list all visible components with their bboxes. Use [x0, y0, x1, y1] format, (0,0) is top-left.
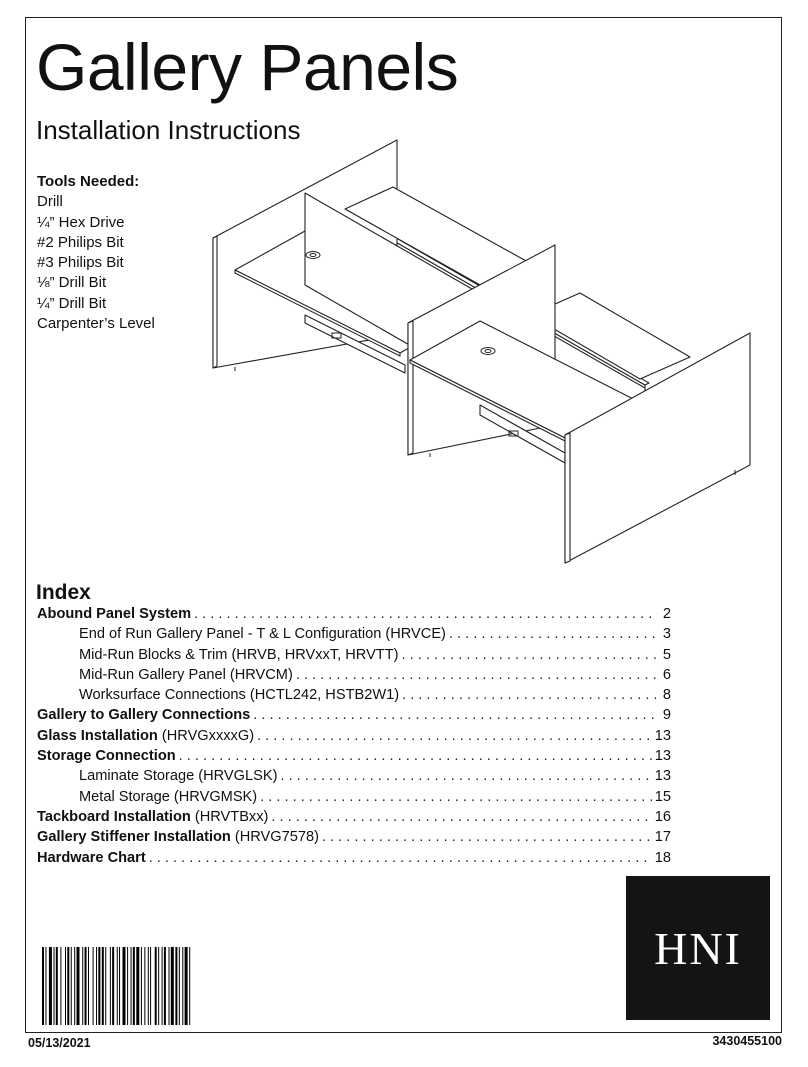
tool-item: #2 Philips Bit: [37, 233, 124, 251]
toc-entry[interactable]: Worksurface Connections (HCTL242, HSTB2W1) . . . 8: [37, 685, 671, 705]
toc-entry[interactable]: Mid-Run Blocks & Trim (HRVB, HRVxxT, HRVTT) . . . 5: [37, 645, 671, 665]
toc-entry[interactable]: Gallery to Gallery Connections . . . 9: [37, 705, 671, 725]
toc-page-number: 13: [654, 768, 671, 785]
toc-page-number: 16: [654, 808, 671, 825]
tool-item: Carpenter’s Level: [37, 315, 155, 333]
document-number: 3430455100: [712, 1034, 782, 1048]
tools-list: [37, 172, 155, 334]
toc-entry[interactable]: Tackboard Installation (HRVTBxx) . . . 16: [37, 807, 671, 827]
tools-heading: Tools Needed:: [37, 173, 140, 190]
toc-page-number: 13: [654, 727, 671, 744]
toc-page-number: 2: [662, 606, 671, 622]
barcode: [42, 947, 238, 1025]
toc-entry[interactable]: Hardware Chart . . . 18: [37, 848, 671, 868]
tool-item: #3 Philips Bit: [37, 254, 124, 272]
toc-entry[interactable]: Gallery Stiffener Installation (HRVG7578) . . . 17: [37, 827, 671, 847]
toc-page-number: 9: [662, 707, 671, 724]
toc-page-number: 6: [662, 666, 671, 683]
toc-entry[interactable]: End of Run Gallery Panel - T & L Configuration (HRVCE) . . . 3: [37, 624, 671, 644]
index-heading: Index: [36, 581, 91, 604]
tool-item: Drill: [37, 193, 63, 211]
document-subtitle: Installation Instructions: [36, 115, 301, 145]
table-of-contents: [37, 604, 671, 868]
toc-page-number: 3: [662, 626, 671, 643]
toc-entry[interactable]: Metal Storage (HRVGMSK) . . . 15: [37, 787, 671, 807]
toc-entry[interactable]: Glass Installation (HRVGxxxxG) . . . 13: [37, 726, 671, 746]
hni-logo: [626, 876, 770, 1020]
tool-item: ¼” Drill Bit: [37, 294, 107, 312]
toc-entry[interactable]: Mid-Run Gallery Panel (HRVCM) . . . 6: [37, 665, 671, 685]
toc-page-number: 17: [654, 829, 671, 846]
toc-page-number: 5: [662, 646, 671, 663]
tool-item: ¼” Hex Drive: [37, 213, 125, 231]
svg-text:HNI: HNI: [654, 923, 742, 974]
toc-page-number: 13: [654, 748, 671, 765]
toc-page-number: 18: [654, 849, 671, 866]
tool-item: ⅛” Drill Bit: [37, 274, 107, 292]
toc-entry[interactable]: Storage Connection . . . 13: [37, 746, 671, 766]
toc-page-number: 15: [654, 788, 671, 805]
document-date: 05/13/2021: [28, 1036, 91, 1050]
toc-page-number: 8: [662, 687, 671, 704]
toc-entry[interactable]: Laminate Storage (HRVGLSK) . . . 13: [37, 766, 671, 786]
workstation-illustration: [205, 135, 765, 575]
toc-entry[interactable]: Abound Panel System . . . 2: [37, 604, 671, 624]
document-title: Gallery Panels: [36, 30, 459, 104]
